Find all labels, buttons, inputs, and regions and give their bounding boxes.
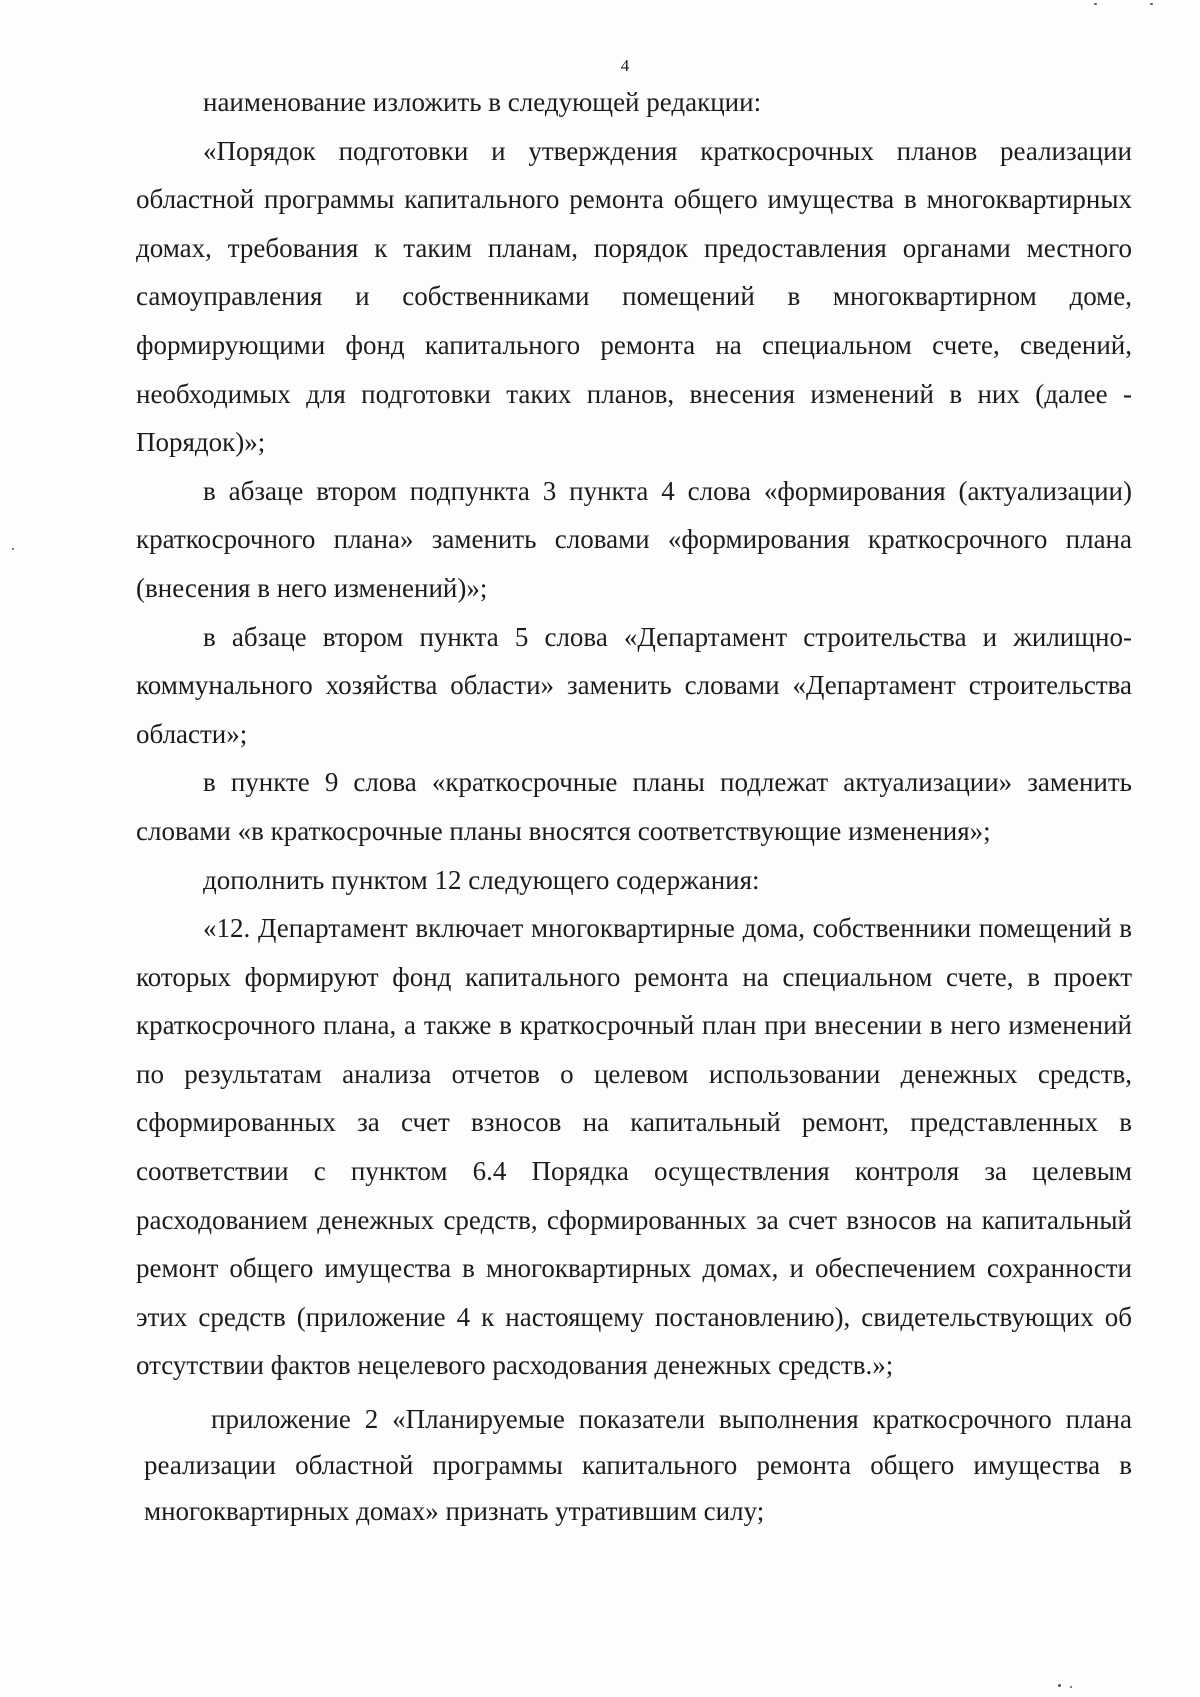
scan-speck (1094, 3, 1097, 5)
page-number: 4 (620, 56, 630, 75)
paragraph-3: в абзаце втором подпункта 3 пункта 4 слова «формирования (актуализации) краткосрочного плана» заменить словами «формирования краткосрочного плана (внесения в него изменений)»; (136, 475, 1132, 603)
paragraph-1: наименование изложить в следующей редакции: (203, 87, 762, 117)
paragraph-7: «12. Департамент включает многоквартирные дома, собственники помещений в которых формируют фонд капитального ремонта на специальном счете, в проект краткосрочного плана, а также в краткосрочный план при внесении в него изменений по результатам анализа отчетов о целевом использовании денежных средств, сформированных за счет взносов на капитальный ремонт, представленных в соответствии с пунктом 6.4 Порядка осуществления контроля за целевым расходованием денежных средств, сформированных за счет взносов на капитальный ремонт общего имущества в многоквартирных домах, и обеспечением сохранности этих средств (приложение 4 к настоящему постановлению), свидетельствующих об отсутствии фактов нецелевого расходования денежных средств.»; (136, 913, 1132, 1381)
scan-speck (12, 548, 14, 550)
paragraph-4: в абзаце втором пункта 5 слова «Департамент строительства и жилищно-коммунального хозяйства области» заменить словами «Департамент строительства области»; (136, 621, 1132, 749)
scan-speck (1058, 1684, 1061, 1687)
scan-speck (1070, 1686, 1072, 1688)
paragraph-2: «Порядок подготовки и утверждения краткосрочных планов реализации областной программы капитального ремонта общего имущества в многоквартирных домах, требования к таким планам, порядок предоставления органами местного самоуправления и собственниками помещений в многоквартирном доме, формирующими фонд капитального ремонта на специальном счете, сведений, необходимых для подготовки таких планов, внесения изменений в них (далее - Порядок)»; (136, 135, 1132, 458)
paragraph-8: приложение 2 «Планируемые показатели выполнения краткосрочного плана реализации областной программы капитального ремонта общего имущества в многоквартирных домах» признать утратившим силу; (144, 1404, 1132, 1527)
scan-speck (1150, 3, 1153, 5)
document-body (136, 78, 1132, 1534)
paragraph-6: дополнить пунктом 12 следующего содержания: (203, 864, 760, 895)
paragraph-5: в пункте 9 слова «краткосрочные планы подлежат актуализации» заменить словами «в краткосрочные планы вносятся соответствующие изменения»; (136, 767, 1132, 846)
